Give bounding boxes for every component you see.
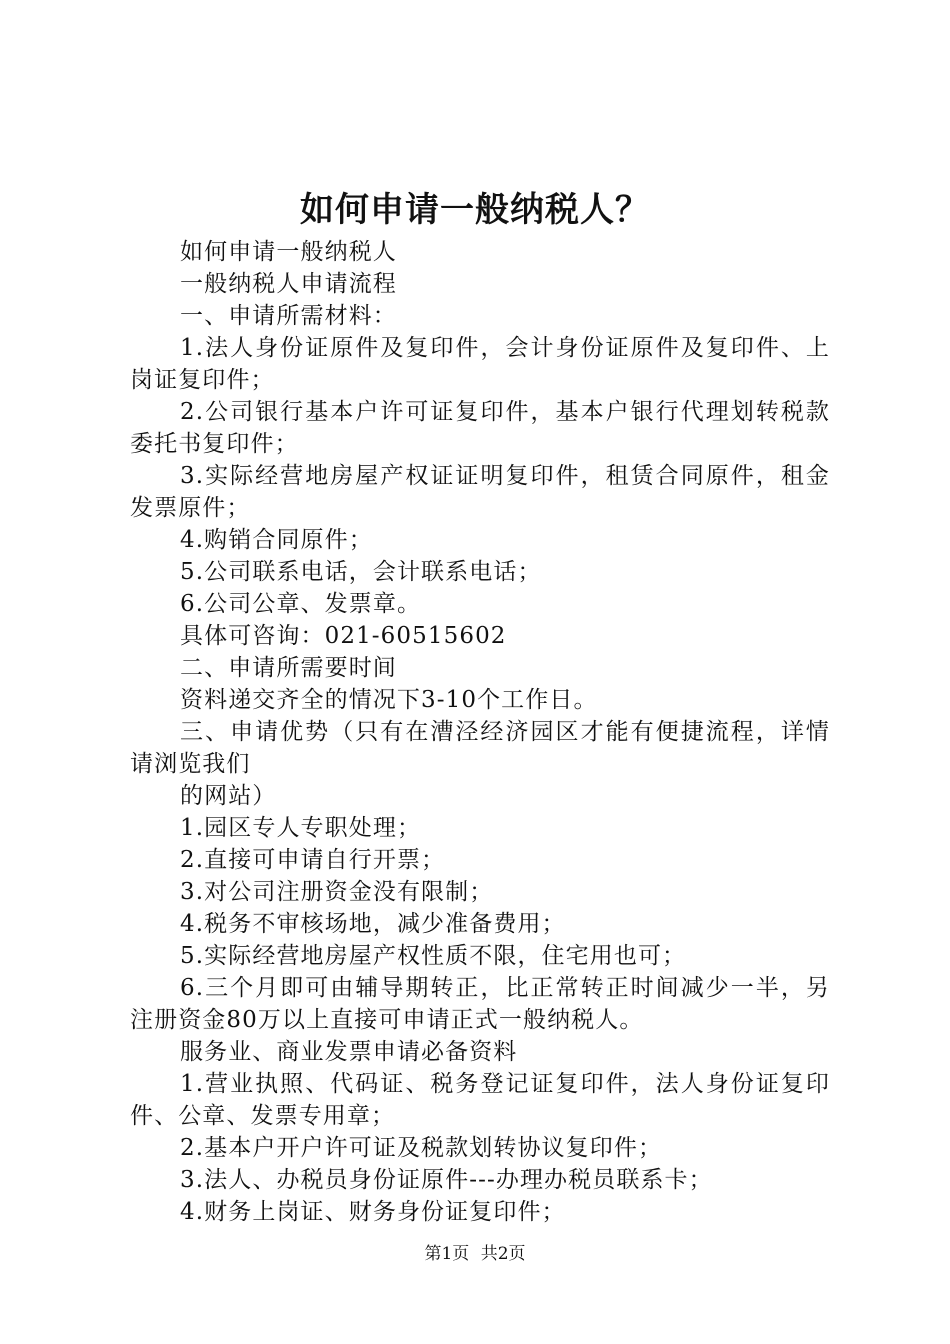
list-item: 2.直接可申请自行开票； bbox=[180, 847, 446, 873]
list-item: 4.财务上岗证、财务身份证复印件； bbox=[180, 1199, 566, 1225]
page-total: 共2页 bbox=[480, 1244, 526, 1264]
list-item: 4.购销合同原件； bbox=[180, 527, 373, 553]
list-item: 5.公司联系电话，会计联系电话； bbox=[180, 559, 542, 585]
paragraph: 如何申请一般纳税人 bbox=[180, 239, 397, 265]
list-item: 1.营业执照、代码证、税务登记证复印件，法人身份证复印件、公章、发票专用章； bbox=[130, 1071, 830, 1129]
contact-line: 具体可咨询：021-60515602 bbox=[180, 623, 507, 649]
paragraph: 的网站） bbox=[180, 783, 277, 809]
list-item: 4.税务不审核场地，减少准备费用； bbox=[180, 911, 566, 937]
list-item: 3.法人、办税员身份证原件---办理办税员联系卡； bbox=[180, 1167, 713, 1193]
paragraph: 资料递交齐全的情况下3-10个工作日。 bbox=[180, 687, 598, 713]
list-item: 2.基本户开户许可证及税款划转协议复印件； bbox=[180, 1135, 663, 1161]
list-item: 1.法人身份证原件及复印件，会计身份证原件及复印件、上岗证复印件； bbox=[130, 335, 830, 393]
list-item: 1.园区专人专职处理； bbox=[180, 815, 422, 841]
section-heading: 一、申请所需材料： bbox=[180, 303, 397, 329]
list-item: 5.实际经营地房屋产权性质不限，住宅用也可； bbox=[180, 943, 687, 969]
page-number: 第1页 bbox=[424, 1244, 470, 1264]
list-item: 6.三个月即可由辅导期转正，比正常转正时间减少一半，另注册资金80万以上直接可申请正式一般纳税人。 bbox=[130, 975, 830, 1033]
section-heading: 服务业、商业发票申请必备资料 bbox=[180, 1039, 518, 1065]
list-item: 6.公司公章、发票章。 bbox=[180, 591, 422, 617]
page-footer bbox=[0, 1242, 950, 1266]
section-heading: 三、申请优势（只有在漕泾经济园区才能有便捷流程，详情请浏览我们 bbox=[130, 719, 830, 777]
section-heading: 二、申请所需要时间 bbox=[180, 655, 397, 681]
document-body bbox=[130, 236, 830, 1228]
paragraph: 一般纳税人申请流程 bbox=[180, 271, 397, 297]
document-title: 如何申请一般纳税人？ bbox=[300, 190, 650, 230]
list-item: 3.对公司注册资金没有限制； bbox=[180, 879, 494, 905]
list-item: 2.公司银行基本户许可证复印件，基本户银行代理划转税款委托书复印件； bbox=[130, 399, 830, 457]
list-item: 3.实际经营地房屋产权证证明复印件，租赁合同原件，租金发票原件； bbox=[130, 463, 830, 521]
